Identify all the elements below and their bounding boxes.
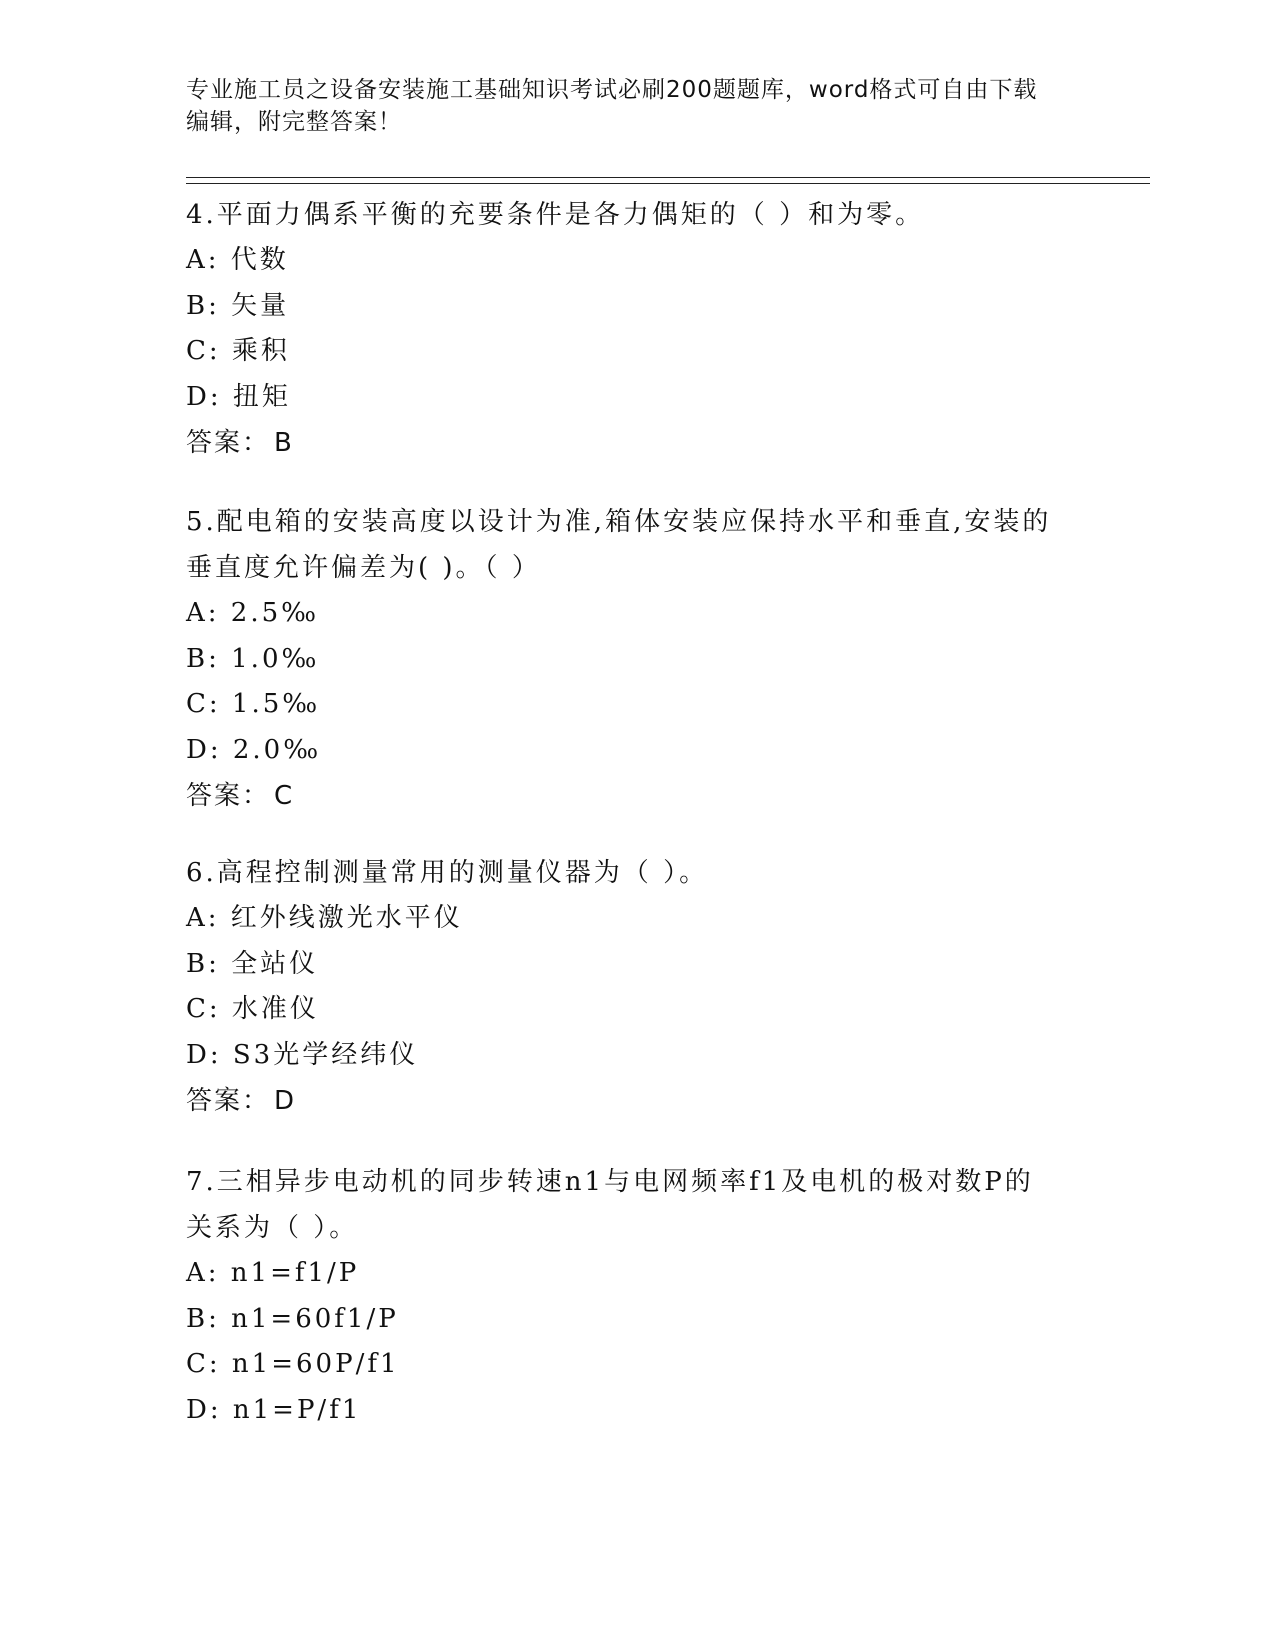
option-a: A: n1=f1/P bbox=[186, 1258, 360, 1288]
option-c: C: 乘积 bbox=[186, 336, 290, 366]
question-stem-line-2: 关系为（ ）。 bbox=[186, 1213, 359, 1243]
header-line-1: 专业施工员之设备安装施工基础知识考试必刷200题题库，word格式可自由下载 bbox=[186, 77, 1038, 103]
option-d: D: S3光学经纬仪 bbox=[186, 1039, 419, 1070]
option-c: C: 1.5‰ bbox=[186, 689, 321, 719]
option-d: D: 扭矩 bbox=[186, 381, 291, 412]
option-c: C: 水准仪 bbox=[186, 994, 319, 1024]
answer-label: 答案： bbox=[186, 1086, 271, 1116]
header-divider-top bbox=[186, 177, 1150, 178]
option-b: B: 1.0‰ bbox=[186, 643, 320, 674]
answer-label: 答案： bbox=[186, 428, 271, 458]
option-c: C: n1=60P/f1 bbox=[186, 1349, 400, 1379]
document-header bbox=[186, 74, 1086, 138]
answer-value: C bbox=[274, 781, 295, 811]
option-b: B: n1=60f1/P bbox=[186, 1303, 399, 1334]
option-a: A: 代数 bbox=[186, 245, 289, 275]
question-stem-line-1: 7.三相异步电动机的同步转速n1与电网频率f1及电机的极对数P的 bbox=[186, 1167, 1034, 1197]
option-b: B: 全站仪 bbox=[186, 948, 319, 979]
header-divider-bottom bbox=[186, 183, 1150, 184]
answer bbox=[186, 773, 1051, 819]
question-stem: 4.平面力偶系平衡的充要条件是各力偶矩的（ ）和为零。 bbox=[186, 200, 925, 230]
header-line-2: 编辑，附完整答案！ bbox=[186, 109, 402, 135]
question-4 bbox=[186, 192, 924, 466]
answer-value: D bbox=[274, 1086, 297, 1116]
question-7 bbox=[186, 1159, 1034, 1433]
question-stem: 6.高程控制测量常用的测量仪器为（ ）。 bbox=[186, 858, 709, 888]
option-d: D: 2.0‰ bbox=[186, 734, 322, 765]
question-stem-line-1: 5.配电箱的安装高度以设计为准,箱体安装应保持水平和垂直,安装的 bbox=[186, 507, 1052, 537]
answer bbox=[186, 420, 924, 466]
option-b: B: 矢量 bbox=[186, 290, 290, 321]
answer-value: B bbox=[274, 428, 294, 458]
option-a: A: 2.5‰ bbox=[186, 598, 320, 628]
question-5 bbox=[186, 499, 1051, 819]
question-stem-line-2: 垂直度允许偏差为( )。（ ） bbox=[186, 553, 541, 583]
answer-label: 答案： bbox=[186, 781, 271, 811]
option-d: D: n1=P/f1 bbox=[186, 1394, 362, 1425]
question-6 bbox=[186, 850, 708, 1124]
option-a: A: 红外线激光水平仪 bbox=[186, 903, 463, 933]
answer bbox=[186, 1078, 708, 1124]
